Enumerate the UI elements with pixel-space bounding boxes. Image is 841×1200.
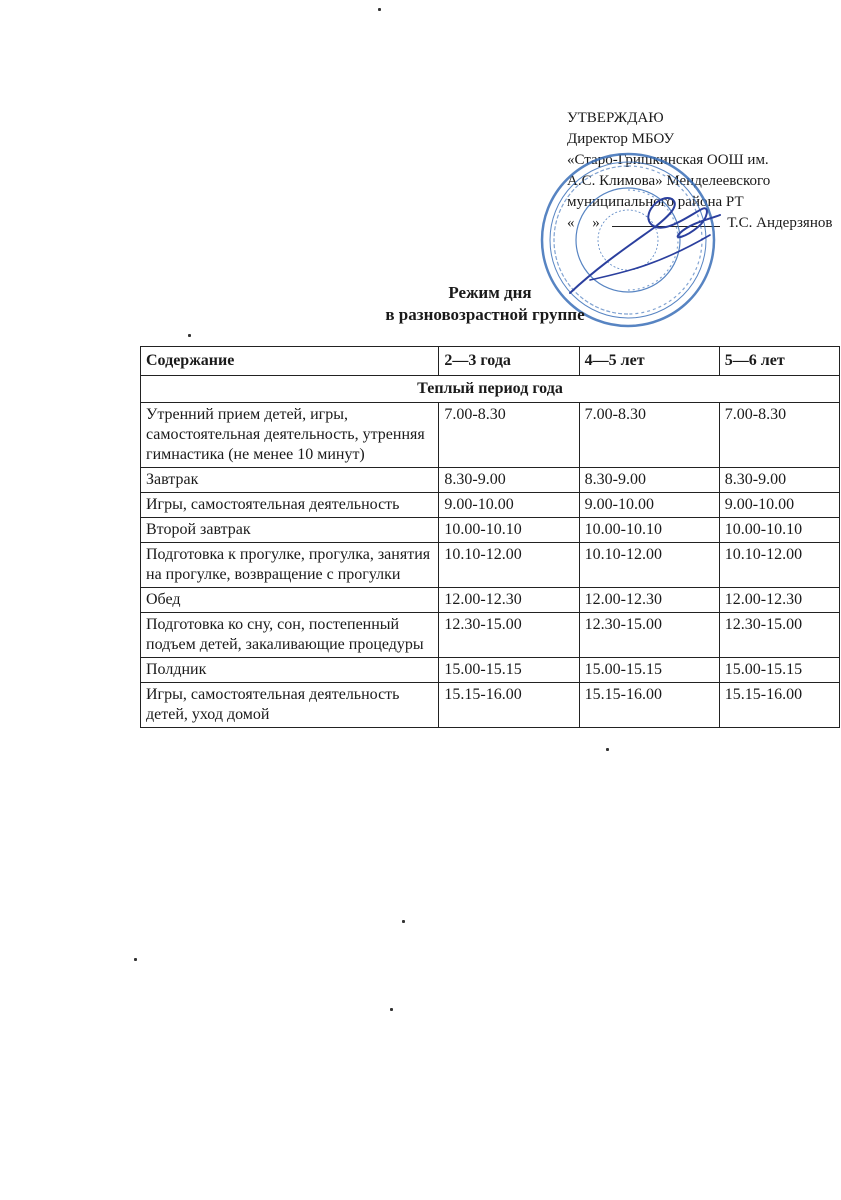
approval-org-line-2: А.С. Климова» Менделеевского — [567, 173, 771, 189]
activity-cell: Полдник — [141, 658, 439, 683]
time-cell: 12.30-15.00 — [719, 613, 839, 658]
table-row — [141, 658, 840, 683]
time-cell: 10.00-10.10 — [439, 518, 579, 543]
time-cell: 9.00-10.00 — [579, 493, 719, 518]
time-cell: 10.00-10.10 — [579, 518, 719, 543]
activity-cell: Второй завтрак — [141, 518, 439, 543]
time-cell: 10.10-12.00 — [579, 543, 719, 588]
time-cell: 12.30-15.00 — [579, 613, 719, 658]
scan-speck — [606, 748, 609, 751]
time-cell: 8.30-9.00 — [439, 468, 579, 493]
time-cell: 12.00-12.30 — [719, 588, 839, 613]
table-row — [141, 613, 840, 658]
time-cell: 12.00-12.30 — [579, 588, 719, 613]
time-cell: 7.00-8.30 — [719, 403, 839, 468]
time-cell: 15.00-15.15 — [579, 658, 719, 683]
time-cell: 7.00-8.30 — [579, 403, 719, 468]
header-age-4-5: 4—5 лет — [579, 347, 719, 376]
header-age-2-3: 2—3 года — [439, 347, 579, 376]
time-cell: 12.30-15.00 — [439, 613, 579, 658]
activity-cell: Обед — [141, 588, 439, 613]
time-cell: 10.10-12.00 — [439, 543, 579, 588]
time-cell: 15.00-15.15 — [439, 658, 579, 683]
time-cell: 15.15-16.00 — [719, 683, 839, 728]
activity-cell: Подготовка ко сну, сон, постепенный подъем детей, закаливающие процедуры — [141, 613, 439, 658]
time-cell: 9.00-10.00 — [439, 493, 579, 518]
table-row — [141, 468, 840, 493]
time-cell: 10.10-12.00 — [719, 543, 839, 588]
time-cell: 8.30-9.00 — [579, 468, 719, 493]
time-cell: 7.00-8.30 — [439, 403, 579, 468]
table-row — [141, 588, 840, 613]
scan-speck — [390, 1008, 393, 1011]
period-label: Теплый период года — [141, 376, 840, 403]
table-header-row — [141, 347, 840, 376]
title-line-1: Режим дня — [448, 283, 532, 302]
time-cell: 12.00-12.30 — [439, 588, 579, 613]
scan-speck — [134, 958, 137, 961]
table-row — [141, 543, 840, 588]
table-row — [141, 683, 840, 728]
approval-heading: УТВЕРЖДАЮ — [567, 110, 664, 126]
scan-speck — [378, 8, 381, 11]
time-cell: 15.15-16.00 — [439, 683, 579, 728]
schedule-table — [140, 346, 840, 728]
document-title — [300, 282, 670, 326]
signature-quote-open: « — [567, 215, 575, 231]
approval-position: Директор МБОУ — [567, 131, 675, 147]
table-row — [141, 518, 840, 543]
scan-speck — [402, 920, 405, 923]
approval-org-line-1: «Старо-Гришкинская ООШ им. — [567, 152, 769, 168]
signature-quote-close: » — [592, 215, 600, 231]
activity-cell: Утренний прием детей, игры, самостоятельная деятельность, утренняя гимнастика (не менее 10 минут) — [141, 403, 439, 468]
approval-org-line-3: муниципального района РТ — [567, 194, 744, 210]
table-row — [141, 403, 840, 468]
activity-cell: Игры, самостоятельная деятельность — [141, 493, 439, 518]
activity-cell: Игры, самостоятельная деятельность детей, уход домой — [141, 683, 439, 728]
time-cell: 15.00-15.15 — [719, 658, 839, 683]
scan-speck — [188, 334, 191, 337]
signer-name: Т.С. Андерзянов — [727, 215, 833, 231]
header-content: Содержание — [141, 347, 439, 376]
time-cell: 15.15-16.00 — [579, 683, 719, 728]
time-cell: 8.30-9.00 — [719, 468, 839, 493]
time-cell: 9.00-10.00 — [719, 493, 839, 518]
activity-cell: Завтрак — [141, 468, 439, 493]
activity-cell: Подготовка к прогулке, прогулка, занятия на прогулке, возвращение с прогулки — [141, 543, 439, 588]
header-age-5-6: 5—6 лет — [719, 347, 839, 376]
title-line-2: в разновозрастной группе — [385, 305, 585, 324]
table-row — [141, 493, 840, 518]
period-row — [141, 376, 840, 403]
time-cell: 10.00-10.10 — [719, 518, 839, 543]
